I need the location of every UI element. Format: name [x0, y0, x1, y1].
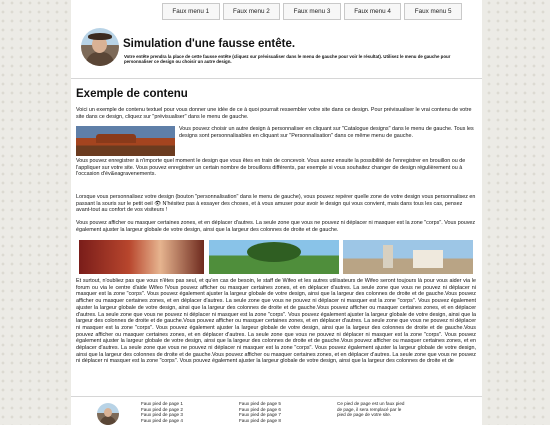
desert-image [76, 126, 175, 156]
footer-avatar [97, 403, 119, 425]
footer [71, 396, 482, 425]
footer-link[interactable]: Faux pied de page 8 [239, 417, 281, 423]
site-title: Simulation d'une fausse entête. [123, 38, 296, 50]
footer-column-2 [239, 401, 319, 423]
menu-item-5[interactable]: Faux menu 5 [404, 3, 462, 20]
menu-item-1[interactable]: Faux menu 1 [162, 3, 220, 20]
design-catalog-paragraph: Vous pouvez choisir un autre design à personnaliser en cliquant sur "Catalogue designs" dans le menu de gauche. Tous les designs sont personnalisables en cliquant sur "Personnalisation" dans ce même menu de gauche. [179, 126, 474, 139]
footer-link[interactable]: Faux pied de page 3 [141, 412, 183, 418]
page [71, 0, 482, 424]
footer-link[interactable]: Faux pied de page 5 [239, 401, 281, 406]
zones-paragraph: Vous pouvez afficher ou masquer certaines zones, et en déplacer d'autres. La seule zone que vous ne pouvez ni déplacer ni masquer est la zone "corps". Vous pouvez également ajuster la largeur globale de votre design, ainsi que la largeur des colonnes de droite et de gauche. [76, 220, 476, 233]
wine-image [79, 240, 204, 274]
footer-column-1 [141, 401, 221, 423]
top-menu [162, 3, 462, 20]
footer-link[interactable]: Faux pied de page 6 [239, 406, 281, 412]
menu-item-3[interactable]: Faux menu 3 [283, 3, 341, 20]
town-image [343, 240, 473, 274]
footer-link[interactable]: Faux pied de page 4 [141, 417, 183, 423]
intro-paragraph: Voici un exemple de contenu textuel pour vous donner une idée de ce à quoi pourrait ressembler votre site dans ce design. Pour prévisualiser le vrai contenu de votre site dans ce design, cliquez sur "prévisualiser" dans le menu de gauche. [76, 107, 472, 120]
save-draft-paragraph: Vous pouvez enregistrer à n'importe quel moment le design que vous êtes en train de concevoir. Vous aurez ensuite la possibilité de l'enregistrer en brouillon ou de l'appliquer sur votre site. Vous pouvez enregistrer un certain nombre de brouillons différents, par exemple si vous souhaitez changer de design régulièrement ou à l'occasion d'év&eagravenements. [76, 158, 466, 178]
menu-item-2[interactable]: Faux menu 2 [223, 3, 281, 20]
menu-item-4[interactable]: Faux menu 4 [344, 3, 402, 20]
footer-link[interactable]: Faux pied de page 1 [141, 401, 183, 406]
footer-link[interactable]: Faux pied de page 2 [141, 406, 183, 412]
header-divider [71, 78, 482, 79]
footer-note: Ce pied de page est un faux pied de page, il sera remplacé par le pied de page de votre site. [337, 401, 405, 418]
page-title: Exemple de contenu [76, 88, 188, 100]
long-paragraph: Et surtout, n'oubliez pas que vous n'êtes pas seul, et qu'en cas de besoin, le staff de Wifeo et les autres utilisateurs de Wifeo seront toujours là pour vous aider via le forum ou via le centre d'aide Wifeo !Vous pouvez afficher ou masquer certaines zones, et en déplacer d'autres. La seule zone que vous ne pouvez ni déplacer ni masquer est la zone "corps". Vous pouvez également ajuster la largeur globale de votre design, ainsi que la largeur des colonnes de droite et de gauche.Vous pouvez afficher ou masquer certaines zones, et en déplacer d'autres. La seule zone que vous ne pouvez ni déplacer ni masquer est la zone "corps". Vous pouvez également ajuster la largeur globale de votre design, ainsi que la largeur des colonnes de droite et de gauche.Vous pouvez afficher ou masquer certaines zones, et en déplacer d'autres. La seule zone que vous ne pouvez ni déplacer ni masquer est la zone "corps". Vous pouvez également ajuster la largeur globale de votre design, ainsi que la largeur des colonnes de droite et de gauche.Vous pouvez afficher ou masquer certaines zones, et en déplacer d'autres. La seule zone que vous ne pouvez ni déplacer ni masquer est la zone "corps". Vous pouvez également ajuster la largeur globale de votre design, ainsi que la largeur des colonnes de droite et de gauche.Vous pouvez afficher ou masquer certaines zones, et en déplacer d'autres. La seule zone que vous ne pouvez ni déplacer ni masquer est la zone "corps". Vous pouvez également ajuster la largeur globale de votre design, ainsi que la largeur des colonnes de droite et de gauche.Vous pouvez afficher ou masquer certaines zones, et en déplacer d'autres. La seule zone que vous ne pouvez ni déplacer ni masquer est la zone "corps". Vous pouvez également ajuster la largeur globale de votre design, ainsi que la largeur des colonnes de droite et de gauche.Vous pouvez afficher ou masquer certaines zones, et en déplacer d'autres. La seule zone que vous ne pouvez ni déplacer ni masquer est la zone "corps". Vous pouvez également ajuster la largeur globale de votre design, ainsi que la largeur des colonnes de droite et de [76, 278, 476, 365]
header-logo [81, 28, 119, 66]
site-subtitle: Votre entête prendra la place de cette fausse entête (cliquez sur prévisualiser dans le menu de gauche pour voir le résultat). Utilisez le menu de gauche pour personnaliser ce design ou choisir un autre design. [124, 54, 451, 65]
footer-link[interactable]: Faux pied de page 7 [239, 412, 281, 418]
customize-paragraph: Lorsque vous personnalisez votre design (bouton "personnalisation" dans le menu de gauche), vous pouvez repérer quelle zone de votre design vous personnalisez en passant la souris sur le petit oeil 👁 N'hésitez pas à essayer des choses, et à vous amuser pour avoir le design qui vous convient, mais dans tous les cas, pensez avant-tout au confort de vos visiteurs ! [76, 194, 476, 214]
tree-image [209, 240, 339, 274]
